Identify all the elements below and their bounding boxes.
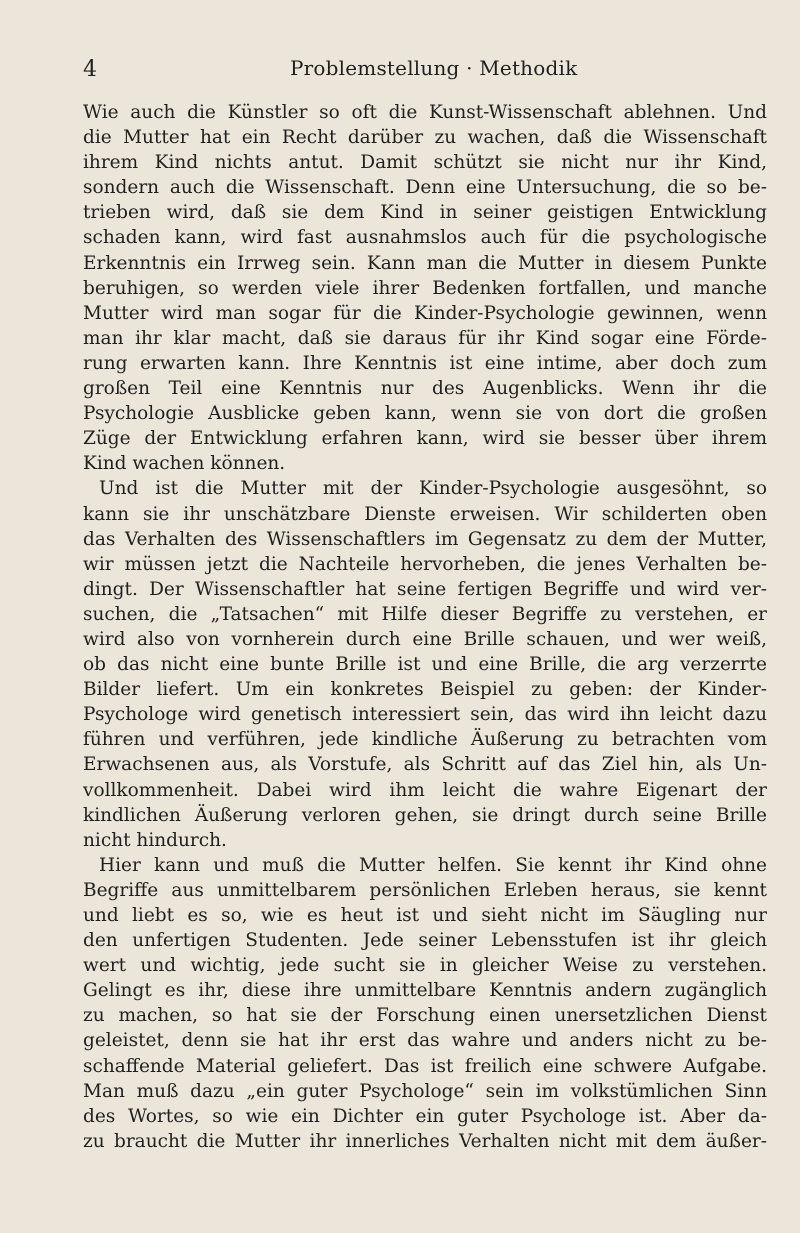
text-line: ob das nicht eine bunte Brille ist und eine Brille, die arg verzerrte [83, 654, 767, 676]
text-line: wir müssen jetzt die Nachteile hervorheben, die jenes Verhalten be- [83, 553, 767, 575]
text-line: nicht hindurch. [83, 829, 227, 851]
text-line: Und ist die Mutter mit der Kinder-Psychologie ausgesöhnt, so [99, 478, 767, 500]
text-line: führen und verführen, jede kindliche Äußerung zu betrachten vom [83, 729, 767, 751]
text-line: geleistet, denn sie hat ihr erst das wahre und anders nicht zu be- [83, 1030, 767, 1052]
text-line: schaffende Material geliefert. Das ist freilich eine schwere Aufgabe. [83, 1055, 767, 1077]
text-line: kindlichen Äußerung verloren gehen, sie dringt durch seine Brille [83, 804, 767, 826]
page-number: 4 [83, 57, 97, 82]
text-line: sondern auch die Wissenschaft. Denn eine Untersuchung, die so be- [83, 177, 767, 199]
text-line: Züge der Entwicklung erfahren kann, wird sie besser über ihrem [83, 428, 767, 450]
text-line: suchen, die „Tatsachen“ mit Hilfe dieser Begriffe zu verstehen, er [83, 603, 767, 625]
text-line: das Verhalten des Wissenschaftlers im Gegensatz zu dem der Mutter, [83, 528, 767, 550]
text-line: Kind wachen können. [83, 453, 286, 475]
text-line: trieben wird, daß sie dem Kind in seiner geistigen Entwicklung [83, 202, 767, 224]
body-text [83, 100, 767, 1154]
text-line: wird also von vornherein durch eine Brille schauen, und wer weiß, [83, 628, 767, 650]
text-line: des Wortes, so wie ein Dichter ein guter Psychologe ist. Aber da- [83, 1105, 767, 1127]
text-line: die Mutter hat ein Recht darüber zu wachen, daß die Wissenschaft [83, 127, 767, 149]
text-line: Hier kann und muß die Mutter helfen. Sie kennt ihr Kind ohne [99, 854, 767, 876]
page-header [0, 54, 800, 82]
text-line: zu machen, so hat sie der Forschung einen unersetzlichen Dienst [83, 1005, 767, 1027]
text-line: und liebt es so, wie es heut ist und sieht nicht im Säugling nur [83, 905, 767, 926]
text-line: Psychologie Ausblicke geben kann, wenn sie von dort die großen [83, 403, 767, 425]
text-line: Gelingt es ihr, diese ihre unmittelbare Kenntnis andern zugänglich [83, 980, 767, 1002]
text-line: Man muß dazu „ein guter Psychologe“ sein im volkstümlichen Sinn [83, 1080, 767, 1102]
text-line: Begriffe aus unmittelbarem persönlichen Erleben heraus, sie kennt [83, 879, 767, 901]
text-line: beruhigen, so werden viele ihrer Bedenken fortfallen, und manche [83, 277, 767, 299]
text-line: Wie auch die Künstler so oft die Kunst-Wissenschaft ablehnen. Und [83, 102, 767, 123]
text-line: großen Teil eine Kenntnis nur des Augenblicks. Wenn ihr die [83, 378, 767, 400]
text-line: Mutter wird man sogar für die Kinder-Psychologie gewinnen, wenn [83, 302, 767, 324]
text-line: Erwachsenen aus, als Vorstufe, als Schritt auf das Ziel hin, als Un- [83, 754, 767, 776]
text-line: Psychologe wird genetisch interessiert sein, das wird ihn leicht dazu [83, 704, 767, 726]
text-line: schaden kann, wird fast ausnahmslos auch für die psychologische [83, 227, 767, 249]
running-head: Problemstellung · Methodik [290, 56, 578, 80]
text-line: Bilder liefert. Um ein konkretes Beispiel zu geben: der Kinder- [83, 679, 767, 701]
text-line: ihrem Kind nichts antut. Damit schützt sie nicht nur ihr Kind, [83, 152, 767, 174]
text-line: Erkenntnis ein Irrweg sein. Kann man die Mutter in diesem Punkte [83, 252, 767, 274]
text-line: kann sie ihr unschätzbare Dienste erweisen. Wir schilderten oben [83, 503, 767, 525]
text-line: den unfertigen Studenten. Jede seiner Lebensstufen ist ihr gleich [83, 930, 767, 952]
text-line: wert und wichtig, jede sucht sie in gleicher Weise zu verstehen. [83, 955, 767, 977]
text-line: rung erwarten kann. Ihre Kenntnis ist eine intime, aber doch zum [83, 352, 767, 374]
text-line: dingt. Der Wissenschaftler hat seine fertigen Begriffe und wird ver- [83, 578, 767, 600]
text-line: man ihr klar macht, daß sie daraus für ihr Kind sogar eine Förde- [83, 327, 767, 349]
text-line: vollkommenheit. Dabei wird ihm leicht die wahre Eigenart der [83, 779, 767, 801]
text-line: zu braucht die Mutter ihr innerliches Verhalten nicht mit dem äußer- [83, 1130, 767, 1152]
